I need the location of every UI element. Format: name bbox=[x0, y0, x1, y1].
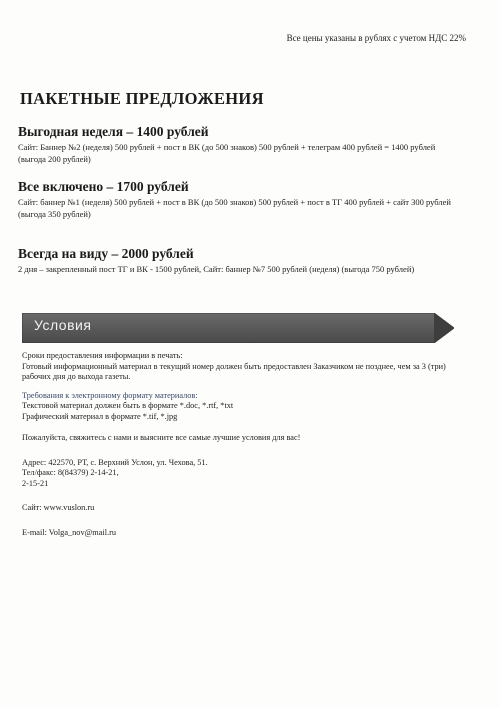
deadline-title: Сроки предоставления информации в печать: bbox=[22, 351, 183, 360]
address: Адрес: 422570, РТ, с. Верхний Услон, ул. Чехова, 51. bbox=[22, 457, 208, 467]
site-link: Сайт: www.vuslon.ru bbox=[22, 503, 95, 512]
email-link: E-mail: Volga_nov@mail.ru bbox=[22, 527, 116, 537]
vat-note: Все цены указаны в рублях с учетом НДС 22% bbox=[286, 33, 466, 43]
phone-line-2: 2-15-21 bbox=[22, 478, 49, 488]
offer-title: Выгодная неделя – 1400 рублей bbox=[18, 124, 209, 139]
format-graphic: Графический материал в формате *.tif, *.jpg bbox=[22, 411, 178, 421]
offer-block bbox=[18, 179, 458, 220]
page-title: ПАКЕТНЫЕ ПРЕДЛОЖЕНИЯ bbox=[20, 89, 264, 108]
offer-details: 2 дня – закрепленный пост ТГ и ВК - 1500 рублей, Сайт: баннер №7 500 рублей (неделя) (выгода 750 рублей) bbox=[18, 264, 415, 274]
offer-block bbox=[18, 124, 458, 165]
conditions-banner bbox=[22, 313, 454, 343]
conditions-heading: Условия bbox=[34, 317, 92, 333]
offer-title: Все включено – 1700 рублей bbox=[18, 179, 189, 194]
format-title: Требования к электронному формату материалов: bbox=[22, 390, 198, 400]
phone-line-1: Тел/факс: 8(84379) 2-14-21, bbox=[22, 468, 119, 477]
format-text: Текстовой материал должен быть в формате *.doc, *.rtf, *txt bbox=[22, 401, 234, 410]
offer-block bbox=[18, 246, 458, 276]
offer-title: Всегда на виду – 2000 рублей bbox=[18, 246, 194, 261]
offer-details: Сайт: Баннер №2 (неделя) 500 рублей + пост в ВК (до 500 знаков) 500 рублей + телеграм 400 рублей = 1400 рублей (выгода 200 рублей) bbox=[18, 142, 436, 164]
offer-details: Сайт: баннер №1 (неделя) 500 рублей + пост в ВК (до 500 знаков) 500 рублей + пост в ТГ 400 рублей + сайт 300 рублей (выгода 350 рублей) bbox=[18, 197, 451, 219]
contact-prompt: Пожалуйста, свяжитесь с нами и выясните все самые лучшие условия для вас! bbox=[22, 433, 301, 442]
deadline-text: Готовый информационный материал в текущий номер должен быть предоставлен Заказчиком не позднее, чем за 3 (три) рабочих дня до выхода газеты. bbox=[22, 361, 446, 381]
conditions-section bbox=[22, 351, 452, 538]
